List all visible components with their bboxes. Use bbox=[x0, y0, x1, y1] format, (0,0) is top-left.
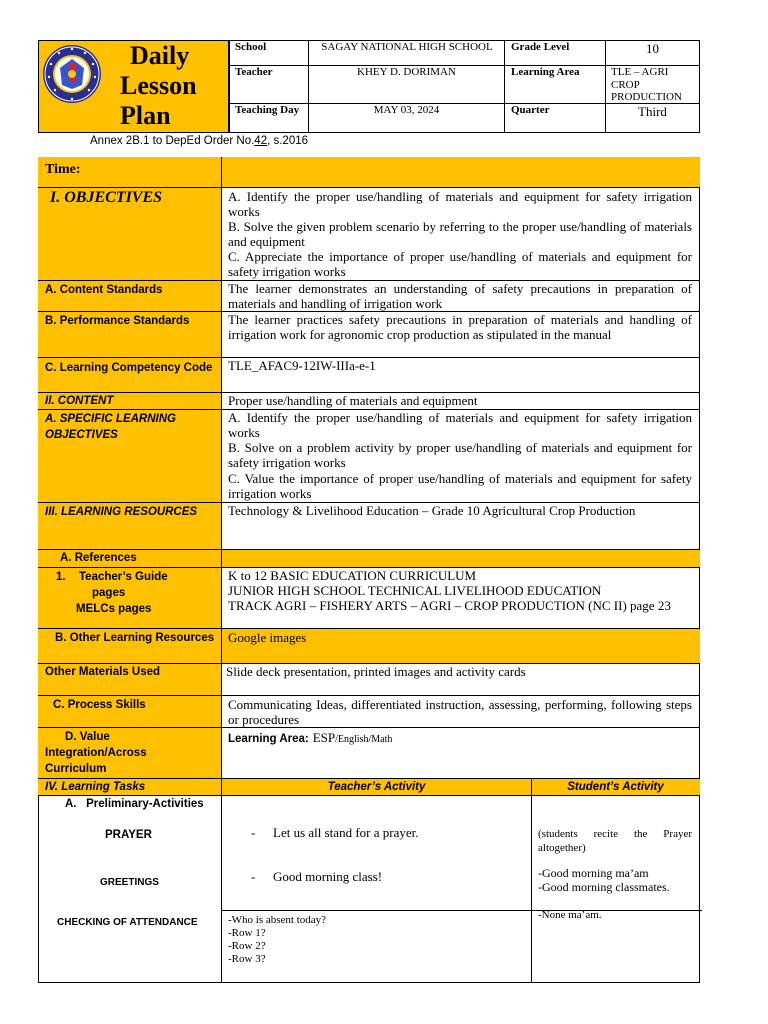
teachers-guide-value-3: TRACK AGRI – FISHERY ARTS – AGRI – CROP PRODUCTION (NC II) page 23 bbox=[228, 598, 671, 613]
specific-objectives-label: A. SPECIFIC LEARNING OBJECTIVES bbox=[45, 413, 176, 441]
teachers-guide-pages-label: pages bbox=[92, 587, 126, 599]
attendance-question: -Who is absent today? bbox=[228, 914, 327, 926]
left-column-gold-top bbox=[38, 157, 222, 549]
student-activity-header: Student’s Activity bbox=[567, 781, 664, 793]
other-resources-label: B. Other Learning Resources bbox=[55, 632, 215, 644]
attendance-teacher-list bbox=[228, 914, 326, 966]
competency-code: TLE_AFAC9-12IW-IIIa-e-1 bbox=[228, 358, 376, 373]
title-line-plan: Plan bbox=[120, 101, 171, 130]
area-label: Learning Area bbox=[511, 66, 580, 78]
quarter-label: Quarter bbox=[511, 104, 550, 116]
objective-a: A. Identify the proper use/handling of materials and equipment for safety irrigation works bbox=[228, 189, 692, 219]
school-value: SAGAY NATIONAL HIGH SCHOOL bbox=[321, 41, 493, 53]
objective-b: B. Solve the given problem scenario by referring to the proper use/handling of materials and equipment bbox=[228, 219, 692, 249]
teachers-guide-value-2: JUNIOR HIGH SCHOOL TECHNICAL LIVELIHOOD EDUCATION bbox=[228, 583, 602, 598]
other-materials-label: Other Materials Used bbox=[45, 666, 161, 678]
teachers-guide-number: 1. bbox=[56, 571, 66, 583]
greetings-teacher-text: Good morning class! bbox=[273, 869, 383, 884]
process-skills-value: Communicating Ideas, differentiated instruction, assessing, performing, following steps or procedures bbox=[228, 697, 692, 727]
prayer-teacher-text: Let us all stand for a prayer. bbox=[273, 825, 419, 840]
annex-suffix: , s.2016 bbox=[267, 135, 309, 147]
content-value: Proper use/handling of materials and equipment bbox=[228, 393, 478, 408]
learning-area-prefix: Learning Area: bbox=[228, 733, 309, 745]
value-integration-label-text: D. Value Integration/Across Curriculum bbox=[45, 731, 147, 775]
quarter-value: Third bbox=[638, 104, 667, 119]
greetings-student-text-2: -Good morning classmates. bbox=[538, 880, 670, 894]
annex-prefix: Annex 2B.1 to DepEd Order No. bbox=[90, 135, 255, 147]
attendance-label: CHECKING OF ATTENDANCE bbox=[57, 917, 198, 928]
annex-reference bbox=[90, 134, 308, 148]
objective-c: C. Appreciate the importance of proper use/handling of materials and equipment for safety irrigation works bbox=[228, 249, 692, 279]
performance-standards-value: The learner practices safety precautions in preparation of materials and handling of irrigation work for agronomic crop production as stipulated in the manual bbox=[228, 312, 692, 342]
content-standards-label: A. Content Standards bbox=[45, 284, 163, 296]
learning-tasks-label: IV. Learning Tasks bbox=[45, 781, 146, 793]
title-line-daily: Daily bbox=[130, 41, 190, 70]
day-value: MAY 03, 2024 bbox=[373, 104, 440, 116]
learning-resources-value: Technology & Livelihood Education – Grade 10 Agricultural Crop Production bbox=[228, 503, 636, 518]
grade-label: Grade Level bbox=[511, 41, 570, 53]
greetings-student-text-1: -Good morning ma’am bbox=[538, 866, 649, 880]
teacher-value: KHEY D. DORIMAN bbox=[357, 66, 456, 78]
specific-objective-c: C. Value the importance of proper use/handling of materials and equipment for safety irrigation works bbox=[228, 471, 692, 501]
preliminary-activities-label: A. Preliminary-Activities bbox=[65, 798, 204, 810]
value-integration-value bbox=[228, 730, 392, 747]
time-label: Time: bbox=[45, 162, 81, 177]
title-line-lesson: Lesson bbox=[120, 71, 197, 100]
greetings-bullet: - bbox=[251, 869, 256, 884]
attendance-row-1: -Row 1? bbox=[228, 927, 266, 939]
deped-seal-logo bbox=[42, 44, 102, 104]
competency-label: C. Learning Competency Code bbox=[45, 362, 213, 374]
attendance-student-text: -None ma’am. bbox=[538, 909, 602, 921]
day-label: Teaching Day bbox=[235, 104, 300, 116]
references-value-gold bbox=[222, 549, 700, 567]
performance-standards-label: B. Performance Standards bbox=[45, 315, 190, 327]
references-label: A. References bbox=[60, 552, 137, 564]
annex-number: 42 bbox=[254, 135, 268, 147]
learning-area-rest: /English/Math bbox=[335, 734, 393, 745]
prayer-student-text: (students recite the Prayer altogether) bbox=[538, 828, 692, 854]
area-value: TLE – AGRI CROP PRODUCTION bbox=[611, 66, 682, 103]
content-standards-value: The learner demonstrates an understanding of safety precautions in preparation of materials and handling of irrigation work bbox=[228, 281, 692, 311]
dlp-title bbox=[112, 41, 226, 131]
teacher-label: Teacher bbox=[235, 66, 273, 78]
learning-resources-label: III. LEARNING RESOURCES bbox=[45, 506, 198, 518]
specific-objective-b: B. Solve on a problem activity by proper use/handling of materials and equipment for safety irrigation works bbox=[228, 440, 692, 470]
teacher-activity-header: Teacher’s Activity bbox=[327, 781, 426, 793]
value-integration-label bbox=[45, 729, 205, 777]
attendance-row-3: -Row 3? bbox=[228, 953, 266, 965]
time-row-gold bbox=[222, 157, 700, 187]
greetings-label: GREETINGS bbox=[100, 877, 159, 888]
prayer-label: PRAYER bbox=[105, 829, 152, 841]
school-label: School bbox=[235, 41, 267, 53]
process-skills-label: C. Process Skills bbox=[53, 699, 146, 711]
other-materials-value: Slide deck presentation, printed images and activity cards bbox=[226, 664, 526, 679]
objectives-label: I. OBJECTIVES bbox=[50, 189, 163, 206]
content-label: II. CONTENT bbox=[45, 395, 114, 407]
other-resources-value: Google images bbox=[228, 630, 307, 645]
melcs-pages-label: MELCs pages bbox=[76, 603, 152, 615]
attendance-row-2: -Row 2? bbox=[228, 940, 266, 952]
learning-area-esp: ESP bbox=[312, 730, 336, 745]
grade-value: 10 bbox=[646, 41, 659, 56]
specific-objective-a: A. Identify the proper use/handling of materials and equipment for safety irrigation works bbox=[228, 410, 692, 440]
prayer-bullet: - bbox=[251, 825, 256, 840]
teachers-guide-label: Teacher’s Guide bbox=[79, 571, 168, 583]
teachers-guide-value-1: K to 12 BASIC EDUCATION CURRICULUM bbox=[228, 568, 477, 583]
